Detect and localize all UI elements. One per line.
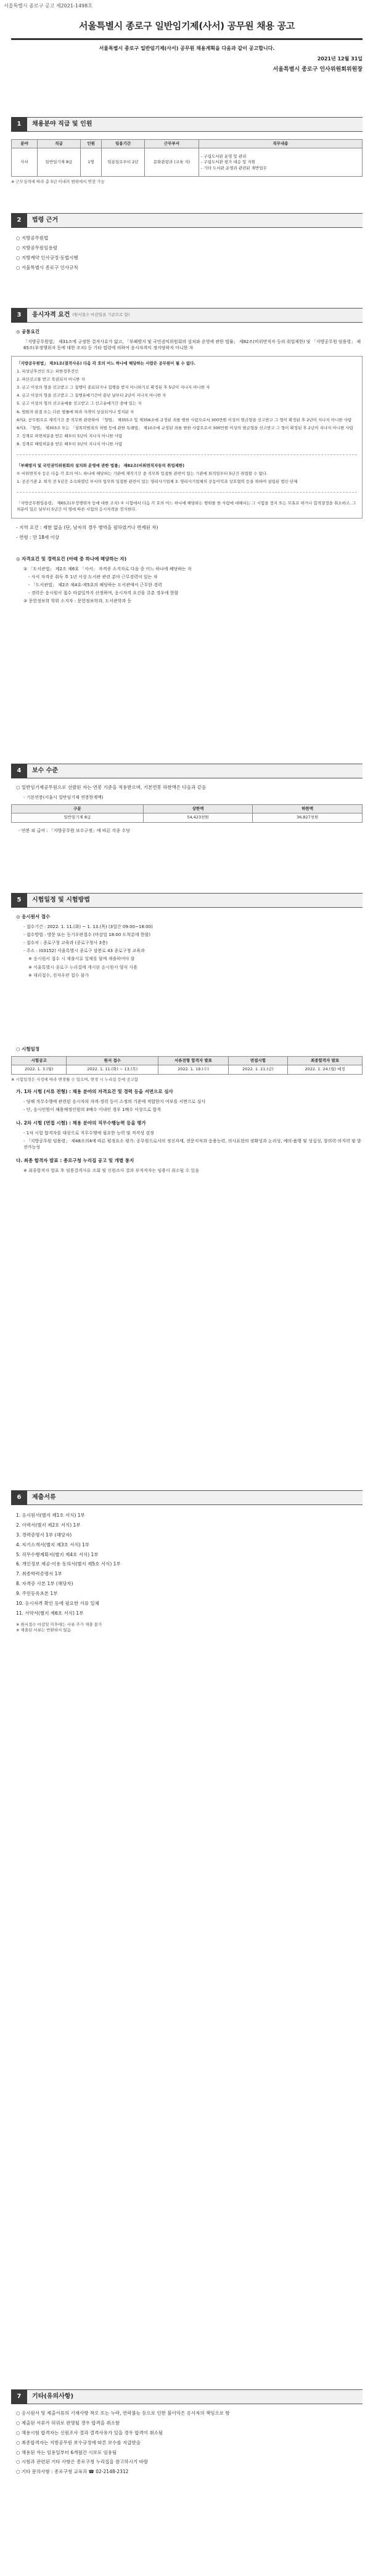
document-note: ※ 제출된 서류는 반환하지 않음 [16, 1628, 72, 1633]
document-note: ※ 원서접수 마감일 이후에는 서류 추가 제출 불가 [16, 1621, 102, 1627]
exam-final-note: ※ 최종합격자 발표 후 임용결격사유 조회 및 신원조사 결과 부적격자는 임용이 취소될 수 있음 [23, 1168, 199, 1174]
box-line: 6의3. 「형법」 제303조 또는 「성폭력범죄의 처벌 등에 관한 특례법」 제10조에 규정된 죄를 범한 사람으로서 300만원 이상의 벌금형을 선고받고 그 형이 확정된 후 2년이 지나지 아니한 사람 [17, 425, 353, 430]
recruit-note: ※ 근무실적에 따라 총 5년 이내의 범위에서 연장 가능 [11, 179, 105, 185]
th-grade: 직급 [38, 140, 81, 148]
section-number: 5 [11, 893, 27, 908]
cell-announce: 2022. 1. 3.(월) [12, 1065, 67, 1074]
section-1 [11, 117, 363, 185]
document-item: 9. 주민등록초본 1부 [16, 1591, 58, 1596]
common-requirements-label: ◎ 공통요건 [16, 329, 40, 334]
section-header [11, 213, 363, 228]
box-line: 「지방공무원법」 제31조(결격사유) 다음 각 호의 어느 하나에 해당하는 사람은 공무원이 될 수 없다. [17, 361, 195, 366]
section-2 [11, 213, 363, 275]
th-apply: 원서 접수 [67, 1056, 158, 1065]
issuing-org: 서울특별시 종로구 인사위원회위원장 [273, 67, 363, 73]
document-item: 4. 자기소개서(별지 제3호 서식) 1부 [16, 1541, 90, 1548]
box-line: 5. 금고 이상의 형의 선고유예를 선고받고 그 선고유예기간 중에 있는 자 [17, 401, 142, 406]
th-period: 임용기간 [102, 140, 145, 148]
notice-number: 서울특별시 종로구 공고 제2021-1498호 [4, 3, 92, 9]
cell-field: 사서 [12, 148, 38, 177]
application-label: ◎ 응시원서 접수 [16, 914, 51, 919]
exam-step-detail: - 「지방공무원 임용령」 제48조의4에 따른 평정요소 평가: 공무원으로서의 정신자세, 전문지식과 응용능력, 의사표현의 정확성과 논리성, 예의·품행 및 성실성, 창의력·의지력 및 발전가능성 [23, 1139, 361, 1150]
table-row [12, 814, 363, 822]
application-place: - 접수처 : 종로구청 교육과 (종로구청사 3층) [23, 940, 108, 946]
application-note: ※ 서울특별시 종로구 누리집에 게시된 응시원서 양식 사용 [28, 964, 137, 970]
law-item: ○ 서울특별시 종로구 인사규칙 [16, 264, 78, 270]
document-item: 5. 직무수행계획서(별지 제4호 서식) 1부 [16, 1551, 99, 1557]
cell-doc-result: 2022. 1. 19.(수) [158, 1065, 229, 1074]
th-max: 상한액 [143, 805, 253, 814]
page-title: 서울특별시 종로구 일반임기제(사서) 공무원 채용 공고 [79, 20, 295, 31]
box-line: 「지방공무원임용령」 제65조(부정행위자 등에 대한 조치) ① 시험에서 다음 각 호의 어느 하나에 해당하는 행위를 한 사람에 대해서는 그 시험을 정지 또는 무효로 하거나 합격결정을 취소하고, 그 처분이 있은 날부터 5년간 이 영에 따른 시험의 응시자격을 정지한다. [17, 501, 356, 512]
cell-max: 54,423천원 [143, 814, 253, 822]
notice-item: ○ 제출된 서류가 허위로 판명될 경우 합격을 취소함 [16, 2420, 120, 2426]
th-field: 분야 [12, 140, 38, 148]
notice-item: ○ 응시원서 및 제출서류의 기재사항 착오 또는 누락, 연락불능 등으로 인한 불이익은 응시자의 책임으로 함 [16, 2410, 230, 2416]
schedule-note: ※ 시험일정은 사정에 따라 변경될 수 있으며, 변경 시 누리집 등에 공고함 [11, 1076, 139, 1082]
cell-dept: 문화관광과 (교육 지) [145, 148, 199, 177]
exam-step-detail: - 당해 직무수행에 관련된 응시자의 자격·경력 등이 소정의 기준에 적합한지 여부를 서면으로 심사 [23, 1099, 206, 1104]
document-item: 6. 개인정보 제공·이용 동의서(별지 제5호 서식) 1부 [16, 1561, 121, 1567]
cell-period: 임용일로부터 2년 [102, 148, 145, 177]
notice-item: ○ 채용된 자는 임용일부터 6개월간 시보로 임용됨 [16, 2449, 117, 2455]
common-requirements-text: 「지방공무원법」 제31조에 규정한 결격사유가 없고, 「부패방지 및 국민권익위원회의 설치와 운영에 관한 법률」 제82조(비위면직자 등의 취업제한) 및 「지방공무원 임용령」 제65조(부정행위자 등에 대한 조치) 등 기타 법령에 의하여 응시자격이 정지당하지 아니한 자 [23, 339, 361, 351]
cell-count: 1명 [81, 148, 102, 177]
box-line: 1. 공공기관 2. 퇴직 전 5년간 소속하였던 부서의 업무와 밀접한 관련이 있는 영리사기업체 3. 영리사기업체의 공동이익과 상호협력 등을 위하여 설립된 법인·단체 [17, 478, 298, 484]
box-line: 8. 징계로 해임처분을 받은 때부터 3년이 지나지 아니한 사람 [17, 441, 123, 446]
box-line: 「부패방지 및 국민권익위원회의 설치와 운영에 관한 법률」 제82조(비위면직자등의 취업제한) [17, 462, 185, 468]
th-min: 하한액 [253, 805, 363, 814]
schedule-title: ○ 시험일정 [16, 1046, 40, 1052]
box-line: 1. 피성년후견인 또는 피한정후견인 [17, 369, 79, 374]
section-header [11, 308, 363, 323]
section-number: 2 [11, 213, 27, 228]
cell-duties: - 구립도서관 운영 및 관리 - 구립도서관 평가 대응 및 지원 - 기타 도서관 운영과 관련된 제반업무 [199, 148, 363, 177]
section-5 [11, 893, 363, 1176]
section-7 [11, 2389, 363, 2479]
document-item: 10. 응시자격 확인 등에 필요한 서류 일체 [16, 1600, 99, 1606]
exam-step-detail: - 1차 시험 합격자를 대상으로 직무수행에 필요한 능력 및 적격성 검정 [23, 1131, 154, 1136]
document-item: 11. 서약서(별지 제6호 서식) 1부 [16, 1610, 84, 1616]
section-6 [11, 1490, 363, 1633]
section-number: 3 [11, 308, 27, 323]
law-item: ○ 지방공무원법 [16, 235, 49, 241]
box-line: 4. 금고 이상의 형을 선고받고 그 집행유예기간이 끝난 날부터 2년이 지나지 아니한 자 [17, 393, 166, 398]
document-item: 2. 이력서(별지 제2호 서식) 1부 [16, 1522, 81, 1528]
box-line: 2. 파산선고를 받고 복권되지 아니한 자 [17, 377, 85, 382]
table-row [12, 1065, 363, 1074]
salary-note: - 연봉 외 급여 : 「지방공무원 보수규정」에 따른 각종 수당 [18, 828, 130, 833]
cell-min: 36,827천원 [253, 814, 363, 822]
section-number: 4 [11, 764, 27, 778]
exam-step: 다. 최종 합격자 발표 : 종로구청 누리집 공고 및 개별 통지 [16, 1158, 134, 1164]
qualification-line: ① 「도서관법」 제2조 제6호 「사서」 자격증 소지자로 다음 중 어느 하나에 해당하는 자 [23, 566, 192, 571]
divider [17, 454, 357, 455]
cell-interview: 2022. 1. 21.(금) [228, 1065, 287, 1074]
table-row [12, 148, 363, 177]
section-header [11, 893, 363, 908]
table-header-row [12, 1056, 363, 1065]
notice-item: ○ 시험과 관련된 기타 사항은 종로구청 누리집을 참고하시기 바람 [16, 2459, 148, 2465]
section-number: 1 [11, 117, 27, 132]
qualification-line: - 「도서관법」 제2조 제4호·제5호의 해당하는 도서관에서 근무한 경력 [28, 583, 162, 588]
th-duties: 직무내용 [199, 140, 363, 148]
table-header-row [12, 140, 363, 148]
document-item: 7. 최종학력증명서 1부 [16, 1571, 62, 1577]
notice-item: ○ 최종합격자는 지방공무원 보수규정에 따른 보수를 지급받음 [16, 2439, 141, 2445]
box-line: 7. 징계로 파면처분을 받은 때부터 5년이 지나지 아니한 사람 [17, 433, 123, 438]
section-header [11, 764, 363, 778]
qualification-line: ② 문헌정보학 학위 소지자 : 문헌정보학과, 도서관학과 등 [23, 599, 132, 604]
section-title: 채용분야 직급 및 인원 [32, 120, 92, 127]
th-count: 인원 [81, 140, 102, 148]
application-note: ※ 응시원서 접수 시 제출서류 일체를 함께 제출하여야 함 [28, 956, 135, 962]
cell-apply: 2022. 1. 11.(화) ~ 13.(목) [67, 1065, 158, 1074]
qualification-line: - 경력은 응시원서 접수 마감일까지 산정하며, 응시자격 요건을 갖춘 경우에 한함 [28, 591, 179, 596]
section-title: 응시자격 요건 [32, 311, 70, 318]
section-title: 보수 수준 [32, 767, 59, 774]
qualification-line: - 사서 자격증 취득 후 1년 이상 도서관 관련 분야 근무경력이 있는 자 [28, 574, 158, 579]
application-note: ※ 대리접수, 전자우편 접수 불가 [28, 972, 89, 978]
application-period: - 접수기간 : 2022. 1. 11.(화) ~ 1. 13.(목) (3일간 09:00~18:00) [23, 924, 153, 929]
exam-step-detail: - 단, 응시인원이 채용예정인원의 3배수 이내인 경우 1배수 이상으로 합격 [23, 1107, 162, 1113]
document-item: 1. 응시원서(별지 제1호 서식) 1부 [16, 1512, 85, 1518]
box-line: 3. 금고 이상의 형을 선고받고 그 집행이 종료되거나 집행을 받지 아니하기로 확정된 후 5년이 지나지 아니한 자 [17, 385, 210, 390]
requirement-item: - 지역 요건 : 제한 없음 (단, 남자의 경우 병역을 필하였거나 면제된 자) [16, 525, 158, 531]
application-method: - 접수방법 : 방문 또는 등기우편접수 (마감일 18:00 도착분에 한함) [23, 932, 151, 938]
table-header-row [12, 805, 363, 814]
box-line: 6의2. 공무원으로 재직기간 중 직무와 관련하여 「형법」 제355조 및 제356조에 규정된 죄를 범한 사람으로서 300만원 이상의 벌금형을 선고받고 그 형이 확정된 후 2년이 지나지 아니한 사람 [17, 417, 352, 422]
section-4 [11, 764, 363, 836]
section-3 [11, 308, 363, 606]
section-title: 시험일정 및 시험방법 [32, 896, 90, 903]
th-announce: 시험공고 [12, 1056, 67, 1065]
th-final: 최종합격자 발표 [288, 1056, 363, 1065]
section-title: 법령 근거 [32, 216, 59, 224]
intro-text: 서울특별시 종로구 일반임기제(사서) 공무원 채용계획을 다음과 같이 공고합니다. [99, 45, 275, 51]
box-line: ① 비위면직자 등은 다음 각 호의 어느 하나에 해당하는 기관에 재직기간 중 직무와 밀접한 관련이 있는 기관에 퇴직일부터 5년간 취업할 수 없다. [17, 470, 268, 476]
qualification-title: ◎ 자격요건 및 경력요건 (아래 중 하나에 해당하는 자) [16, 555, 127, 562]
section-subtitle: (원서접수 마감일을 기준으로 함) [72, 312, 130, 318]
th-interview: 면접시험 [228, 1056, 287, 1065]
th-dept: 근무부서 [145, 140, 199, 148]
section-number: 6 [11, 1490, 27, 1505]
section-title: 기타(유의사항) [32, 2392, 74, 2400]
th-category: 구분 [12, 805, 144, 814]
divider [17, 492, 357, 493]
exam-step: 가. 1차 시험 (서류 전형) : 채용 분야의 자격요건 및 경력 등을 서면으로 심사 [16, 1089, 173, 1094]
salary-subtext: - 기본연봉(서울시 일반임기제 연봉한계액) [23, 794, 104, 800]
law-item: ○ 지방공무원임용령 [16, 244, 57, 251]
section-header [11, 2389, 363, 2404]
title-divider [11, 38, 363, 40]
disqualification-box [11, 356, 363, 519]
cell-category: 일반임기제 8급 [12, 814, 144, 822]
section-header [11, 117, 363, 132]
law-item: ○ 지방계약 인사규정·동법시행 [16, 254, 78, 260]
cell-grade: 일반임기제 8급 [38, 148, 81, 177]
exam-step: 나. 2차 시험 (면접 시험) : 채용 분야의 직무수행능력 등을 평가 [16, 1120, 146, 1126]
salary-table [11, 804, 363, 823]
section-title: 제출서류 [32, 1493, 56, 1501]
box-line: 6. 법원의 판결 또는 다른 법률에 따라 자격이 상실되거나 정지된 자 [17, 409, 134, 414]
schedule-table [11, 1056, 363, 1075]
cell-final: 2022. 1. 24.(월) 예정 [288, 1065, 363, 1074]
requirement-item: - 연령 : 만 18세 이상 [16, 535, 60, 541]
notice-item: ○ 기타 문의사항 : 종로구청 교육과 ☎ 02-2148-2312 [16, 2469, 129, 2475]
section-number: 7 [11, 2389, 27, 2404]
document-item: 3. 경력증명서 1부 (해당자) [16, 1532, 72, 1538]
salary-text: ○ 일반임기제공무원으로 선발된 자는 연봉 기준을 적용받으며, 기본연봉 하한액은 다음과 같음 [16, 785, 207, 790]
notice-item: ○ 채용시험 합격자는 신원조사 결과 결격사유가 있을 경우 합격이 취소됨 [16, 2429, 163, 2436]
document-item: 8. 자격증 사본 1부 (해당자) [16, 1581, 73, 1587]
recruit-table [11, 139, 363, 177]
application-address: - 주소 : (03152) 서울특별시 종로구 삼봉로 43 종로구청 교육과 [23, 948, 145, 954]
notice-date: 2021년 12월 31일 [317, 55, 363, 62]
section-header [11, 1490, 363, 1505]
th-doc-result: 서류전형 합격자 발표 [158, 1056, 229, 1065]
